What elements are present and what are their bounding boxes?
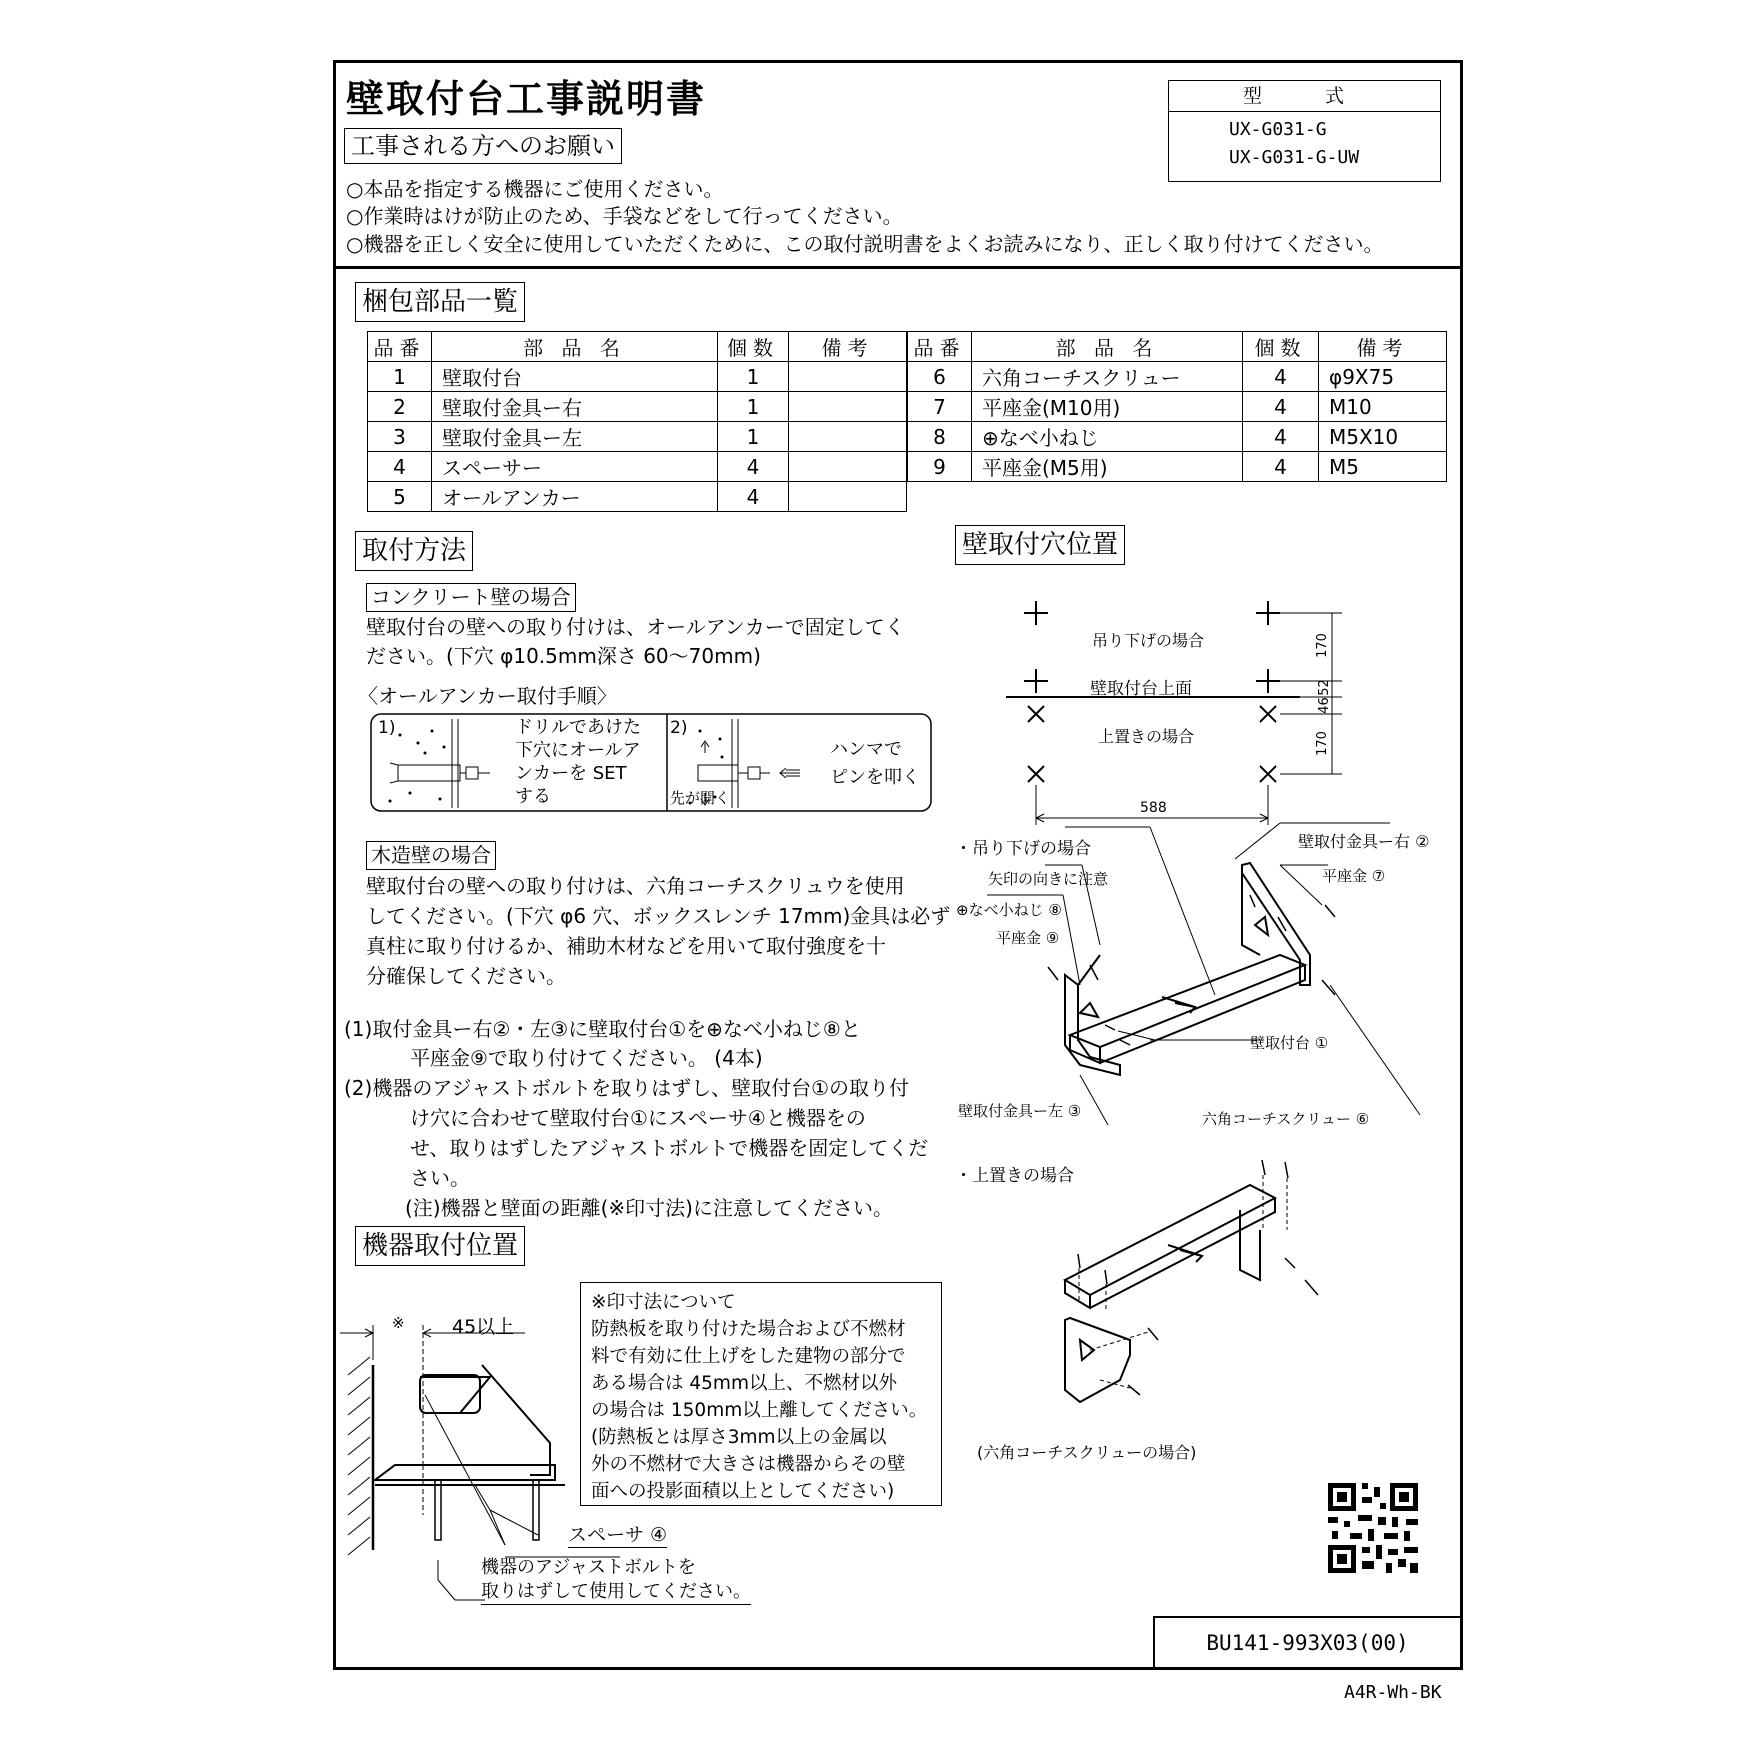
table-header-row <box>908 332 1447 362</box>
step2-text <box>830 736 920 792</box>
step2-line: ハンマで <box>830 739 902 760</box>
position-heading: 機器取付位置 <box>355 1226 525 1266</box>
note-line: 防熱板を取り付けた場合および不燃材 <box>591 1319 906 1340</box>
step1-line: する <box>515 786 551 807</box>
step2-caption: 先が開く <box>670 789 731 807</box>
bolt-label-line: 機器のアジャストボルトを <box>481 1557 696 1578</box>
model-value-1: UX-G031-G <box>1229 119 1327 140</box>
cell-note <box>789 482 907 512</box>
cell-qty: 4 <box>718 482 789 512</box>
dim-mid2: 46 <box>1316 697 1332 714</box>
header-divider <box>333 266 1463 269</box>
request-heading: 工事される方へのお願い <box>344 128 622 164</box>
cell-note <box>789 362 907 392</box>
cell-no: 7 <box>908 392 972 422</box>
place-diagram-caption: (六角コーチスクリューの場合) <box>977 1443 1197 1462</box>
cell-qty: 1 <box>718 392 789 422</box>
page-title: 壁取付台工事説明書 <box>346 77 707 121</box>
table-header-row <box>368 332 907 362</box>
col-header-name: 部 品 名 <box>972 332 1243 362</box>
step-line-6: さい。 <box>410 1166 470 1190</box>
col-header-qty: 個数 <box>1243 332 1319 362</box>
label-base1: 壁取付台 ① <box>1250 1034 1329 1052</box>
holes-heading: 壁取付穴位置 <box>955 525 1125 565</box>
cell-note <box>789 392 907 422</box>
cell-qty: 4 <box>1243 422 1319 452</box>
cell-name: 平座金(M10用) <box>972 392 1243 422</box>
wood-line-4: 分確保してください。 <box>366 964 566 988</box>
hang-diagram-title: ・吊り下げの場合 <box>955 839 1091 859</box>
cell-no: 2 <box>368 392 432 422</box>
cell-no: 8 <box>908 422 972 452</box>
parts-table-right <box>907 331 1447 482</box>
step-line-5: せ、取りはずしたアジャストボルトで機器を固定してくだ <box>410 1136 929 1160</box>
place-diagram-title: ・上置きの場合 <box>955 1166 1074 1186</box>
request-item-2: ○作業時はけが防止のため、手袋などをして行ってください。 <box>346 204 903 228</box>
cell-qty: 1 <box>718 422 789 452</box>
table-row <box>368 452 907 482</box>
step-line-3: (2)機器のアジャストボルトを取りはずし、壁取付台①の取り付 <box>344 1076 910 1100</box>
cell-name: 平座金(M5用) <box>972 452 1243 482</box>
place-assembly-diagram <box>1050 1150 1350 1440</box>
wood-heading: 木造壁の場合 <box>366 841 496 870</box>
step1-line: ンカーを SET <box>515 763 627 784</box>
cell-name: 壁取付金具ー右 <box>432 392 718 422</box>
step-line-1: (1)取付金具ー右②・左③に壁取付台①を⊕なべ小ねじ⑧と <box>344 1017 861 1041</box>
concrete-line-1: 壁取付台の壁への取り付けは、オールアンカーで固定してく <box>366 615 905 639</box>
cell-no: 5 <box>368 482 432 512</box>
cell-name: 壁取付金具ー左 <box>432 422 718 452</box>
parts-table-left <box>367 331 907 512</box>
cell-note <box>789 452 907 482</box>
request-item-3: ○機器を正しく安全に使用していただくために、この取付説明書をよくお読みになり、正しく取り付けてください。 <box>346 232 1384 256</box>
col-header-note: 備考 <box>1319 332 1447 362</box>
cell-note <box>789 422 907 452</box>
note-line: の場合は 150mm以上離してください。 <box>591 1400 928 1421</box>
label-screw8: ⊕なべ小ねじ ⑧ <box>956 901 1062 919</box>
step1-number: 1) <box>378 718 396 738</box>
dim-width: 588 <box>1140 800 1167 816</box>
cell-qty: 4 <box>1243 392 1319 422</box>
cell-name: スペーサー <box>432 452 718 482</box>
cell-note: M10 <box>1319 392 1447 422</box>
cell-note: φ9X75 <box>1319 362 1447 392</box>
note-line: 外の不燃材で大きさは機器からその壁 <box>591 1454 906 1475</box>
cell-qty: 4 <box>1243 452 1319 482</box>
table-row <box>368 362 907 392</box>
concrete-heading: コンクリート壁の場合 <box>366 583 576 612</box>
col-header-note: 備考 <box>789 332 907 362</box>
position-diagram <box>340 1305 580 1595</box>
parts-heading: 梱包部品一覧 <box>355 282 525 322</box>
footer-code: A4R-Wh-BK <box>1344 1682 1442 1703</box>
step-line-4: け穴に合わせて壁取付台①にスペーサ④と機器をの <box>410 1106 866 1130</box>
distance-note-box <box>580 1282 942 1506</box>
step2-line: ピンを叩く <box>830 767 920 788</box>
label-washer7: 平座金 ⑦ <box>1322 867 1386 885</box>
label-coach6: 六角コーチスクリュー ⑥ <box>1202 1110 1370 1128</box>
anchor-procedure-title: 〈オールアンカー取付手順〉 <box>358 684 617 708</box>
dim-upper: 170 <box>1314 633 1330 658</box>
cell-no: 1 <box>368 362 432 392</box>
step1-line: ドリルであけた <box>515 717 641 738</box>
col-header-no: 品番 <box>368 332 432 362</box>
method-heading: 取付方法 <box>355 531 473 571</box>
cell-no: 9 <box>908 452 972 482</box>
wood-line-1: 壁取付台の壁への取り付けは、六角コーチスクリュウを使用 <box>366 874 905 898</box>
note-line: 面への投影面積以上としてください) <box>591 1481 895 1502</box>
bolt-label <box>481 1556 751 1605</box>
step-line-2: 平座金⑨で取り付けてください。 (4本) <box>410 1046 763 1070</box>
dim-mid: 52 <box>1316 679 1332 696</box>
position-mark: ※ <box>392 1314 405 1332</box>
note-line: ※印寸法について <box>591 1292 736 1313</box>
label-arrow-note: 矢印の向きに注意 <box>988 870 1109 888</box>
place-label: 上置きの場合 <box>1098 727 1195 746</box>
document-code-box <box>1153 1616 1460 1669</box>
note-line: (防熱板とは厚さ3mm以上の金属以 <box>591 1427 887 1448</box>
note-line: 料で有効に仕上げをした建物の部分で <box>591 1346 906 1367</box>
label-washer9: 平座金 ⑨ <box>996 929 1060 947</box>
table-row <box>368 482 907 512</box>
table-row <box>908 362 1447 392</box>
cell-qty: 1 <box>718 362 789 392</box>
cell-note: M5 <box>1319 452 1447 482</box>
request-item-1: ○本品を指定する機器にご使用ください。 <box>346 177 724 201</box>
document-code: BU141-993X03(00) <box>1206 1631 1409 1655</box>
cell-name: ⊕なべ小ねじ <box>972 422 1243 452</box>
step1-line: 下穴にオールア <box>515 740 641 761</box>
concrete-line-2: ださい。(下穴 φ10.5mm深さ 60〜70mm) <box>366 644 761 668</box>
qr-code <box>1328 1483 1418 1573</box>
cell-qty: 4 <box>1243 362 1319 392</box>
cell-note: M5X10 <box>1319 422 1447 452</box>
model-header: 型 式 <box>1169 81 1440 112</box>
hang-label: 吊り下げの場合 <box>1092 631 1205 650</box>
position-dim: 45以上 <box>452 1316 515 1338</box>
table-row <box>908 452 1447 482</box>
note-line: ある場合は 45mm以上、不燃材以外 <box>591 1373 897 1394</box>
model-value-2: UX-G031-G-UW <box>1229 147 1360 168</box>
wood-line-2: してください。(下穴 φ6 穴、ボックスレンチ 17mm)金具は必ず <box>366 904 951 928</box>
col-header-qty: 個数 <box>718 332 789 362</box>
col-header-no: 品番 <box>908 332 972 362</box>
model-box <box>1168 80 1441 182</box>
cell-no: 3 <box>368 422 432 452</box>
top-surface-label: 壁取付台上面 <box>1090 679 1192 699</box>
cell-name: オールアンカー <box>432 482 718 512</box>
cell-name: 六角コーチスクリュー <box>972 362 1243 392</box>
table-row <box>908 422 1447 452</box>
label-right-bracket: 壁取付金具ー右 ② <box>1298 832 1430 851</box>
step1-text <box>515 716 641 808</box>
cell-qty: 4 <box>718 452 789 482</box>
dim-lower: 170 <box>1314 731 1330 756</box>
cell-name: 壁取付台 <box>432 362 718 392</box>
table-row <box>368 422 907 452</box>
cell-no: 4 <box>368 452 432 482</box>
step-line-7: (注)機器と壁面の距離(※印寸法)に注意してください。 <box>405 1196 893 1220</box>
table-row <box>368 392 907 422</box>
col-header-name: 部 品 名 <box>432 332 718 362</box>
spacer-label: スペーサ ④ <box>568 1520 667 1548</box>
step2-number: 2) <box>670 718 688 738</box>
label-left-bracket: 壁取付金具ー左 ③ <box>958 1102 1082 1120</box>
wood-line-3: 真柱に取り付けるか、補助木材などを用いて取付強度を十 <box>366 934 886 958</box>
table-row <box>908 392 1447 422</box>
bolt-label-line: 取りはずして使用してください。 <box>481 1580 751 1605</box>
cell-no: 6 <box>908 362 972 392</box>
